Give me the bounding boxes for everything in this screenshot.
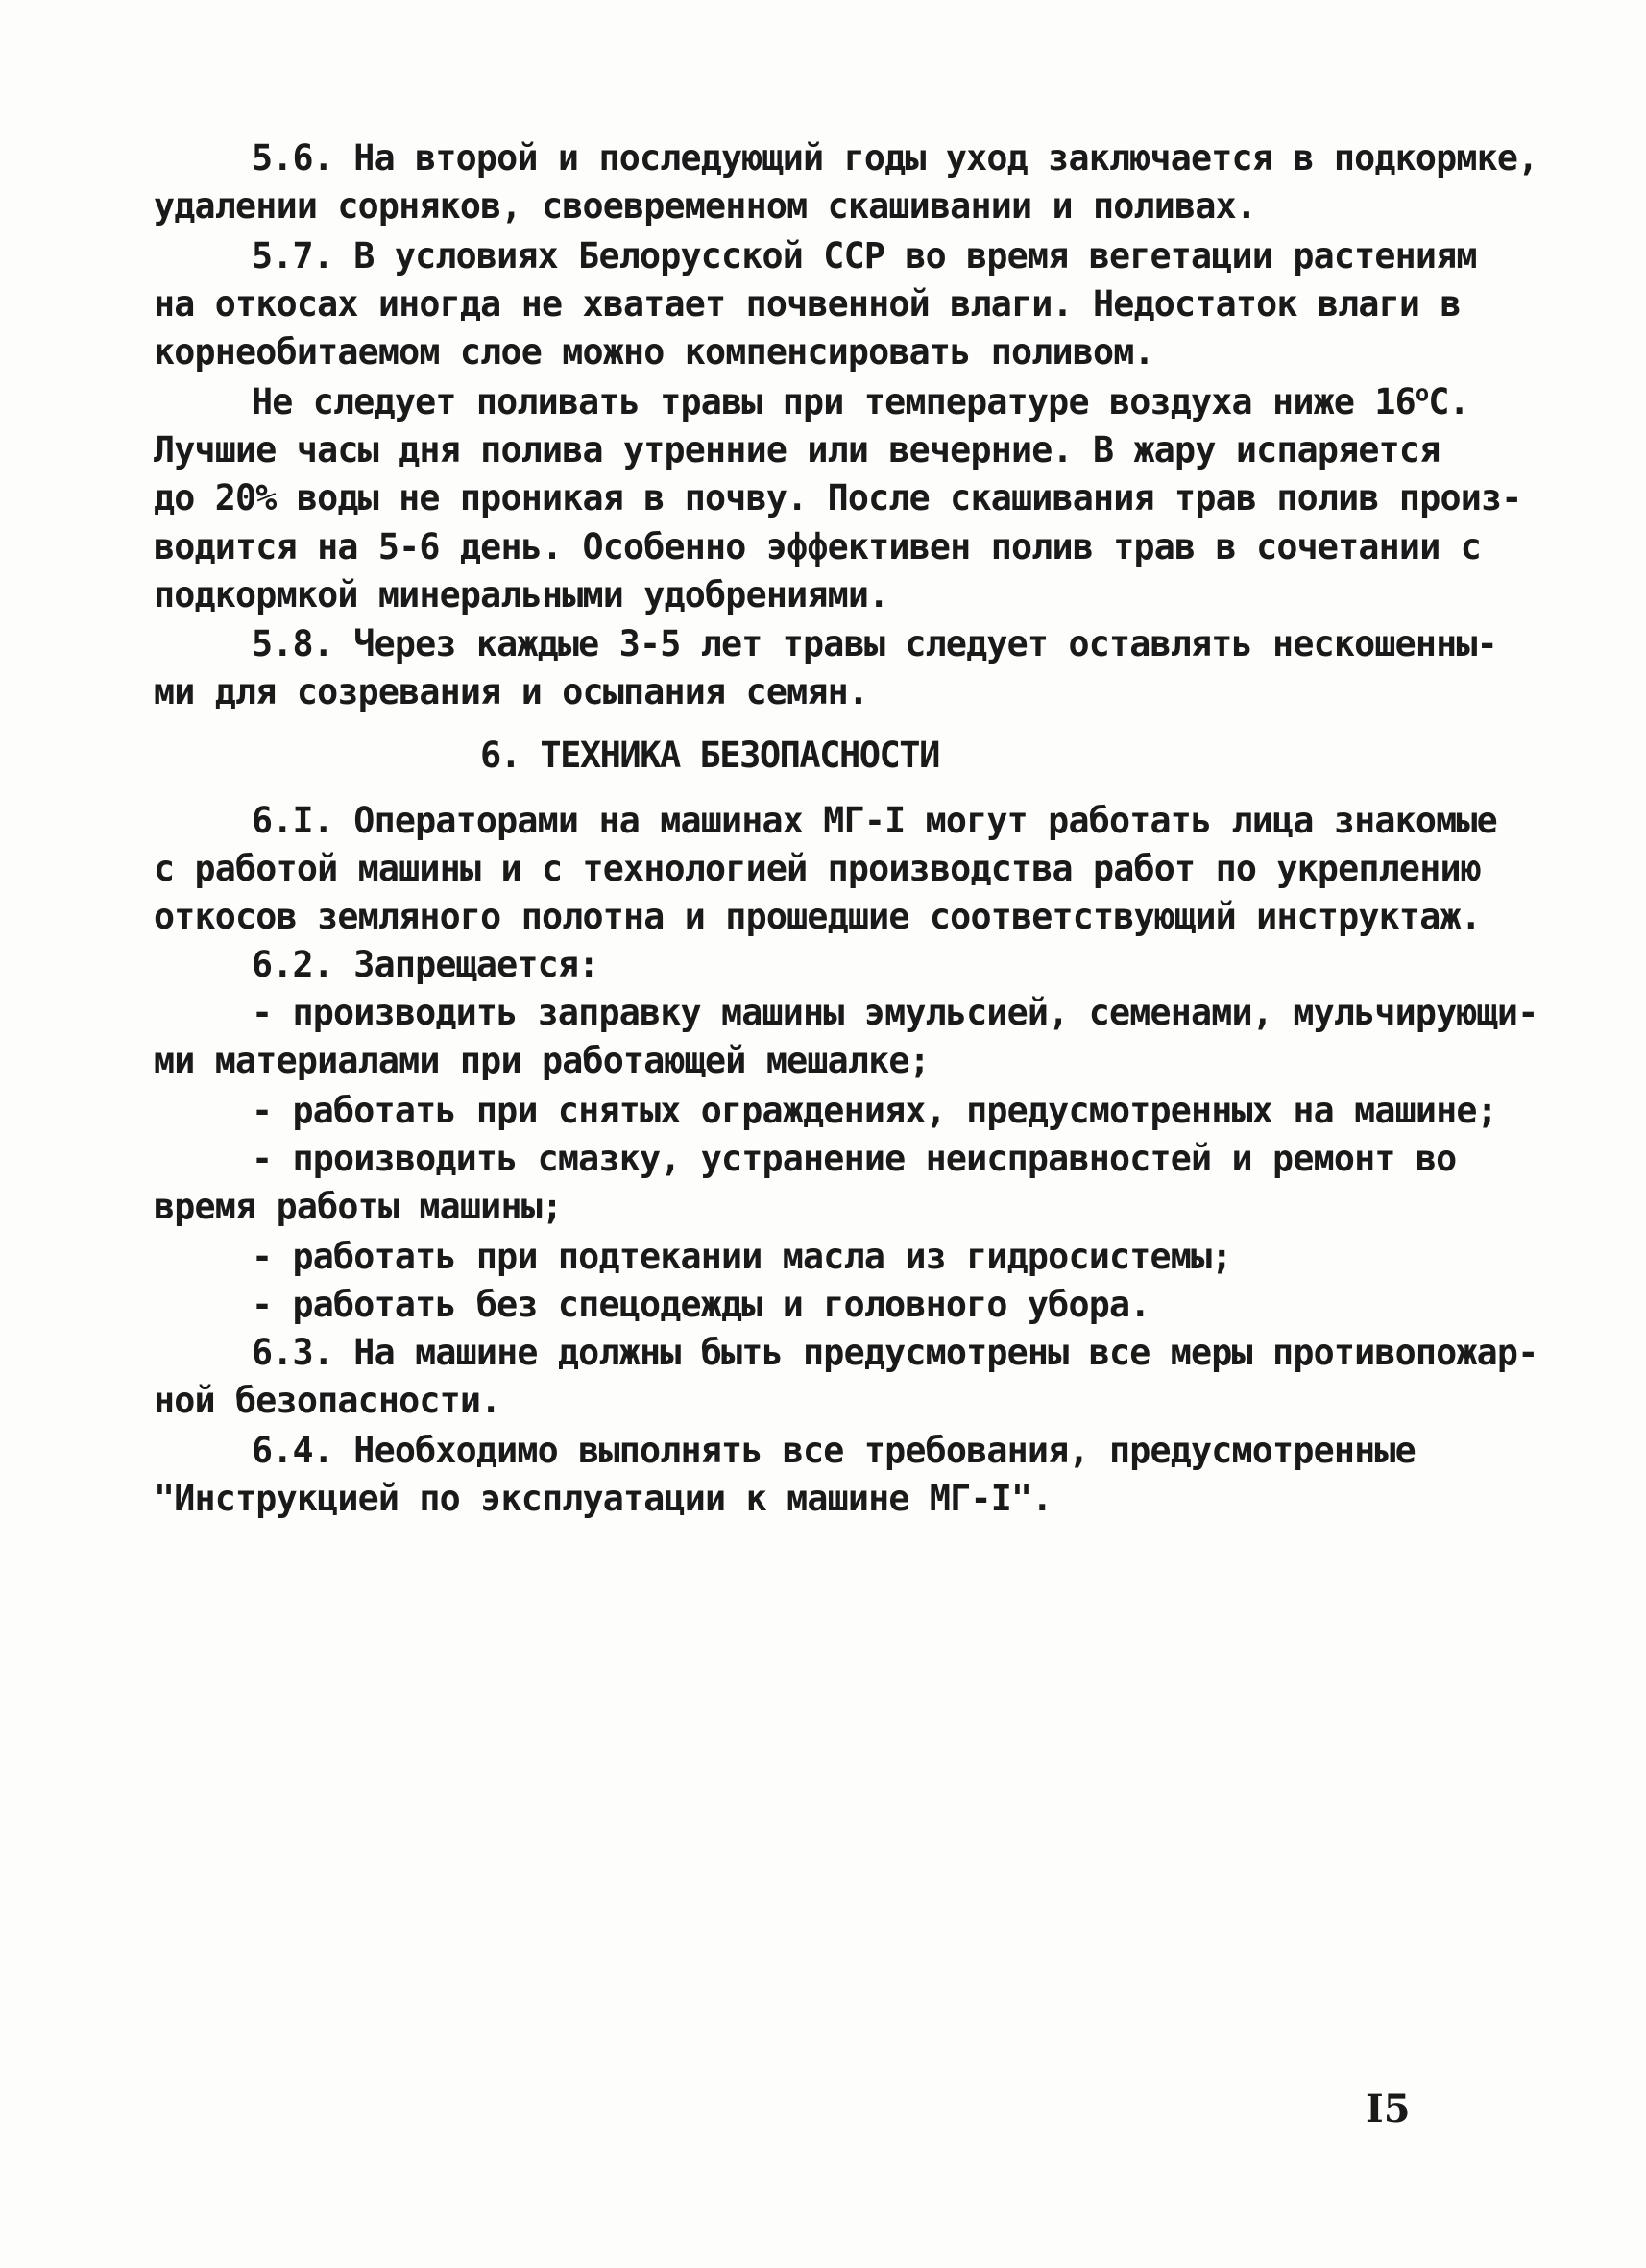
paragraph-6-3-line-2: ной безопасности. bbox=[154, 1380, 501, 1421]
paragraph-6-1-line-3: откосов земляного полотна и прошедшие соответствующий инструктаж. bbox=[154, 896, 1481, 937]
paragraph-watering-line-3: до 20% воды не проникая в почву. После скашивания трав полив произ- bbox=[154, 477, 1522, 519]
page-number: I5 bbox=[1366, 2087, 1411, 2132]
paragraph-6-1-line-1: 6.I. Операторами на машинах МГ-I могут работать лица знакомые bbox=[252, 800, 1497, 841]
paragraph-6-3-line-1: 6.3. На машине должны быть предусмотрены все меры противопожар- bbox=[252, 1332, 1538, 1373]
section-heading: 6. ТЕХНИКА БЕЗОПАСНОСТИ bbox=[480, 735, 939, 776]
paragraph-watering-line-5: подкормкой минеральными удобрениями. bbox=[154, 574, 889, 615]
paragraph-5-8-line-1: 5.8. Через каждые 3-5 лет травы следует оставлять нескошенны- bbox=[252, 623, 1497, 664]
paragraph-5-7-line-3: корнеобитаемом слое можно компенсировать поливом. bbox=[154, 331, 1154, 373]
paragraph-6-4-line-2: "Инструкцией по эксплуатации к машине МГ-I". bbox=[154, 1478, 1053, 1519]
paragraph-5-8-line-2: ми для созревания и осыпания семян. bbox=[154, 671, 869, 712]
watering-line-1-text: Не следует поливать травы при температуре воздуха ниже 16 bbox=[252, 381, 1416, 422]
paragraph-5-6-line-2: удалении сорняков, своевременном скашивании и поливах. bbox=[154, 185, 1257, 227]
paragraph-watering-line-1 bbox=[252, 378, 1469, 426]
watering-line-1-unit: С. bbox=[1428, 381, 1469, 422]
paragraph-6-1-line-2: с работой машины и с технологией производства работ по укреплению bbox=[154, 848, 1481, 889]
prohibition-item-3-line-2: время работы машины; bbox=[154, 1186, 563, 1227]
prohibition-item-3-line-1: - производить смазку, устранение неисправностей и ремонт во bbox=[252, 1138, 1457, 1179]
paragraph-5-7-line-1: 5.7. В условиях Белорусской ССР во время вегетации растениям bbox=[252, 235, 1477, 277]
prohibition-item-5: - работать без спецодежды и головного убора. bbox=[252, 1284, 1150, 1325]
prohibition-item-4: - работать при подтекании масла из гидросистемы; bbox=[252, 1236, 1232, 1277]
degree-superscript: о bbox=[1415, 379, 1429, 407]
paragraph-watering-line-2: Лучшие часы дня полива утренние или вечерние. В жару испаряется bbox=[154, 429, 1440, 470]
prohibition-item-2: - работать при снятых ограждениях, предусмотренных на машине; bbox=[252, 1090, 1497, 1131]
paragraph-watering-line-4: водится на 5-6 день. Особенно эффективен полив трав в сочетании с bbox=[154, 526, 1481, 567]
paragraph-5-7-line-2: на откосах иногда не хватает почвенной влаги. Недостаток влаги в bbox=[154, 283, 1461, 325]
prohibition-item-1-line-1: - производить заправку машины эмульсией, семенами, мульчирующи- bbox=[252, 992, 1538, 1033]
paragraph-5-6-line-1: 5.6. На второй и последующий годы уход заключается в подкормке, bbox=[252, 137, 1538, 179]
prohibition-item-1-line-2: ми материалами при работающей мешалке; bbox=[154, 1040, 930, 1081]
paragraph-6-2: 6.2. Запрещается: bbox=[252, 944, 599, 985]
paragraph-6-4-line-1: 6.4. Необходимо выполнять все требования, предусмотренные bbox=[252, 1430, 1416, 1471]
